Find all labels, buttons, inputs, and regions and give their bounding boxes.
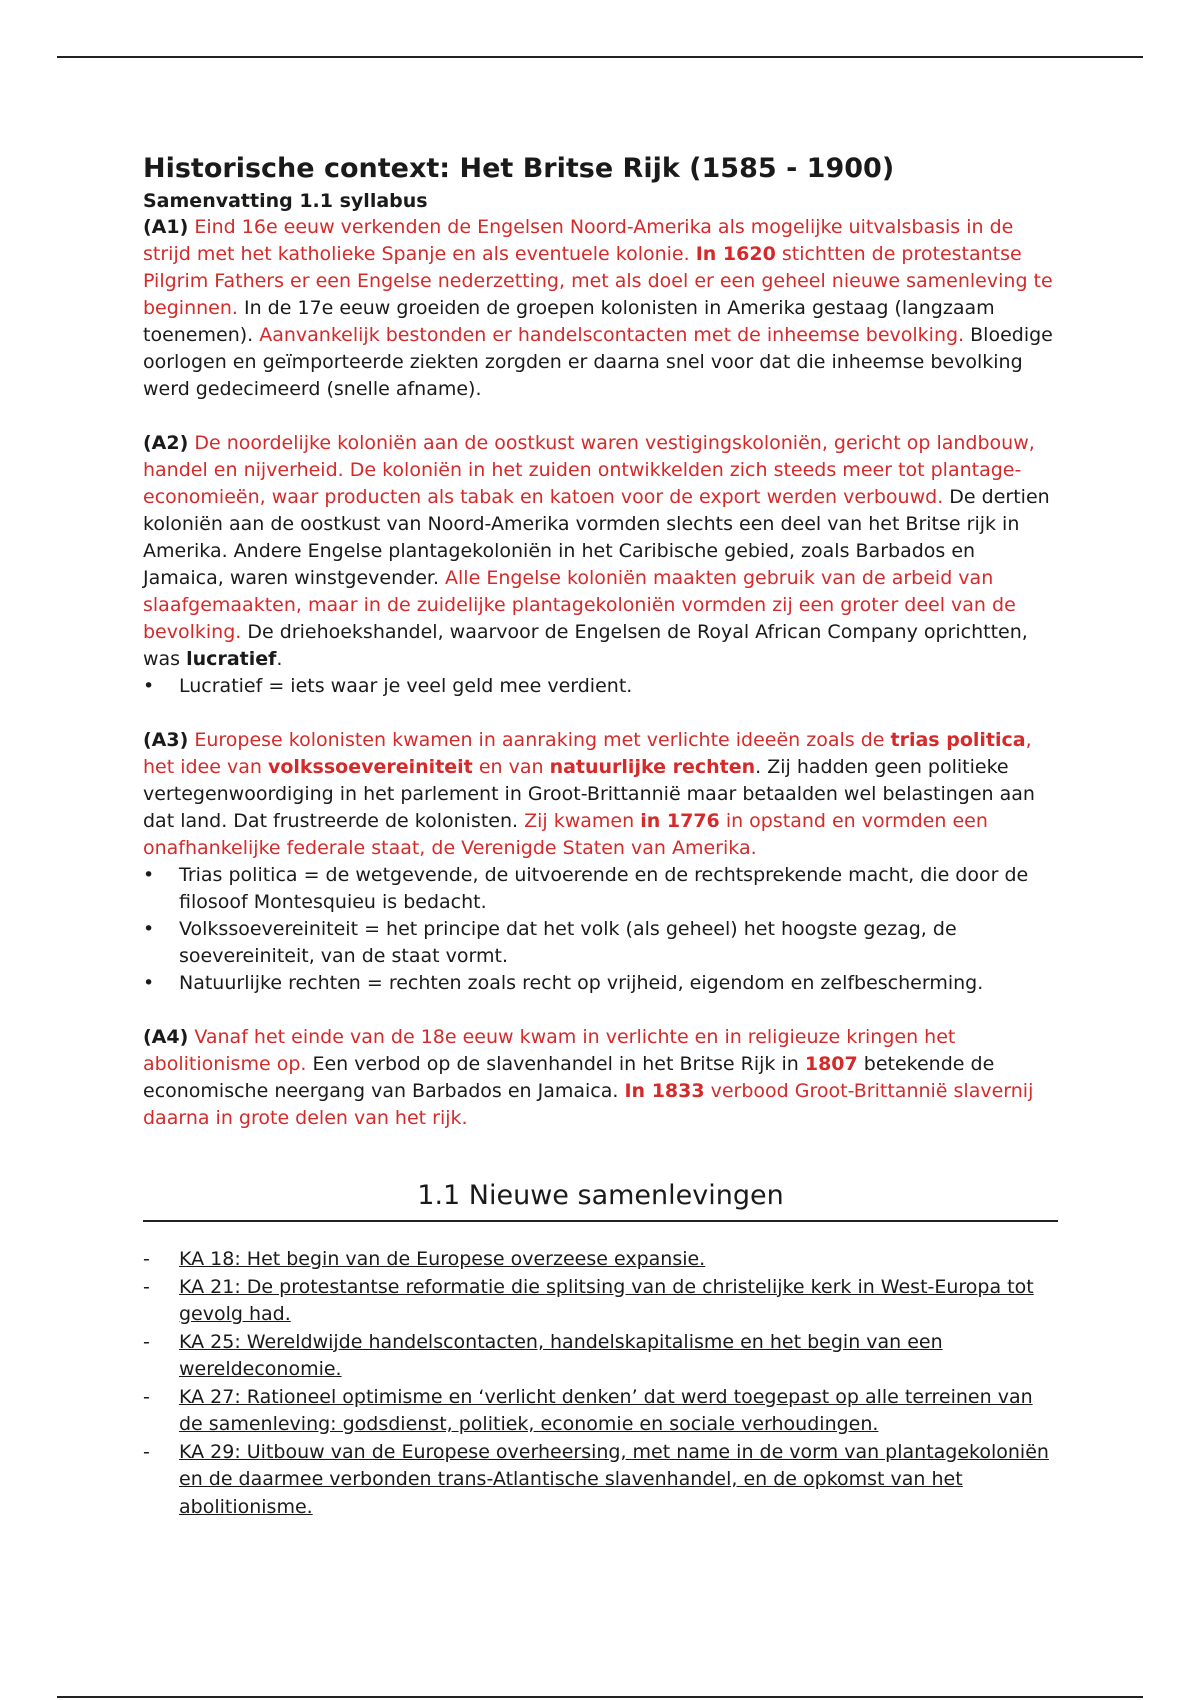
body-text: Een verbod op de slavenhandel in het Britse Rijk in <box>312 1053 799 1075</box>
body-text: betekende de economische neergang van Barbados en Jamaica. <box>143 1053 995 1102</box>
document-body <box>143 150 1058 1521</box>
red-text: Europese kolonisten kwamen in aanraking met verlichte ideeën zoals de <box>194 729 885 751</box>
red-text: Eind 16e eeuw verkenden de Engelsen Noord-Amerika als mogelijke uitvalsbasis in de strijd met het katholieke Spanje en als eventuele kolonie. <box>143 216 1014 265</box>
red-text: Alle Engelse koloniën maakten gebruik van de arbeid van slaafgemaakten, maar in de zuidelijke plantagekoloniën vormden zij een groter deel van de bevolking. <box>143 567 1016 643</box>
red-text: stichtten de protestantse Pilgrim Fathers er een Engelse nederzetting, met als doel er een geheel nieuwe samenleving te beginnen. <box>143 243 1053 319</box>
red-bold-text: In 1833 <box>624 1080 705 1102</box>
section-a2 <box>143 430 1058 673</box>
list-item: • Natuurlijke rechten = rechten zoals recht op vrijheid, eigendom en zelfbescherming. <box>143 970 1058 997</box>
ka-item <box>143 1384 1058 1439</box>
body-text: De dertien koloniën aan de oostkust van Noord-Amerika vormden slechts een deel van het Britse rijk in Amerika. Andere Engelse plantagekoloniën in het Caribische gebied, zoals Barbados en Jamaica, waren winstgevender. <box>143 486 1050 589</box>
ka-item-text: KA 21: De protestantse reformatie die splitsing van de christelijke kerk in West-Europa tot gevolg had. <box>179 1275 1034 1325</box>
section-heading: 1.1 Nieuwe samenlevingen <box>143 1176 1058 1222</box>
list-item: • Trias politica = de wetgevende, de uitvoerende en de rechtsprekende macht, die door de filosoof Montesquieu is bedacht. <box>143 862 1058 916</box>
ka-item-text: KA 18: Het begin van de Europese overzeese expansie. <box>179 1248 706 1270</box>
list-item: • Lucratief = iets waar je veel geld mee verdient. <box>143 673 1058 700</box>
page-title: Historische context: Het Britse Rijk (1585 - 1900) <box>143 153 895 184</box>
definition-list <box>143 862 1058 997</box>
red-bold-text: trias politica <box>890 729 1026 751</box>
red-text: De noordelijke koloniën aan de oostkust waren vestigingskoloniën, gericht op landbouw, handel en nijverheid. De koloniën in het zuiden ontwikkelden zich steeds meer tot plantage-economieën, waar producten als tabak en katoen voor de export werden verbouwd. <box>143 432 1035 508</box>
body-text: . Zij hadden geen politieke vertegenwoordiging in het parlement in Groot-Brittannië maar betaalden wel belastingen aan dat land. Dat frustreerde de kolonisten. <box>143 756 1035 832</box>
section-a3 <box>143 727 1058 862</box>
red-bold-text: natuurlijke rechten <box>549 756 756 778</box>
section-label: (A1) <box>143 216 189 238</box>
red-text: Zij kwamen <box>524 810 635 832</box>
ka-item-text: KA 25: Wereldwijde handelscontacten, handelskapitalisme en het begin van een wereldeconomie. <box>179 1330 943 1380</box>
body-text: In de 17e eeuw groeiden de groepen kolonisten in Amerika gestaag (langzaam toenemen). <box>143 297 995 346</box>
red-text: Vanaf het einde van de 18e eeuw kwam in verlichte en in religieuze kringen het abolitionisme op. <box>143 1026 956 1075</box>
body-text: De driehoekshandel, waarvoor de Engelsen de Royal African Company oprichtten, was <box>143 621 1028 670</box>
red-bold-text: In 1620 <box>695 243 776 265</box>
ka-item-text: KA 29: Uitbouw van de Europese overheersing, met name in de vorm van plantagekoloniën en de daarmee verbonden trans-Atlantische slavenhandel, en de opkomst van het abolitionisme. <box>179 1440 1049 1518</box>
red-bold-text: 1807 <box>804 1053 858 1075</box>
definition-list <box>143 673 1058 700</box>
section-a4 <box>143 1024 1058 1132</box>
red-text: in opstand en vormden een onafhankelijke federale staat, de Verenigde Staten van Amerika. <box>143 810 988 859</box>
bottom-rule <box>57 1696 1143 1698</box>
body-text: Bloedige oorlogen en geïmporteerde ziekten zorgden er daarna snel voor dat die inheemse bevolking werd gedecimeerd (snelle afname). <box>143 324 1053 400</box>
section-label: (A3) <box>143 729 189 751</box>
page-subtitle: Samenvatting 1.1 syllabus <box>143 190 428 212</box>
red-text: , het idee van <box>143 729 1032 778</box>
ka-item <box>143 1274 1058 1329</box>
red-text: verbood Groot-Brittannië slavernij daarna in grote delen van het rijk. <box>143 1080 1034 1129</box>
top-rule <box>57 56 1143 58</box>
red-text: en van <box>478 756 544 778</box>
ka-item-text: KA 27: Rationeel optimisme en ‘verlicht denken’ dat werd toegepast op alle terreinen van de samenleving: godsdienst, politiek, economie en sociale verhoudingen. <box>179 1385 1033 1435</box>
ka-item <box>143 1246 1058 1274</box>
red-text: Aanvankelijk bestonden er handelscontacten met de inheemse bevolking. <box>259 324 965 346</box>
list-item: • Volkssoevereiniteit = het principe dat het volk (als geheel) het hoogste gezag, de soevereiniteit, van de staat vormt. <box>143 916 1058 970</box>
section-label: (A4) <box>143 1026 189 1048</box>
ka-item <box>143 1439 1058 1522</box>
ka-item <box>143 1329 1058 1384</box>
body-text: . <box>276 648 283 670</box>
section-a1 <box>143 214 1058 403</box>
ka-list <box>143 1246 1058 1521</box>
red-bold-text: volkssoevereiniteit <box>267 756 473 778</box>
section-label: (A2) <box>143 432 189 454</box>
bold-term: lucratief <box>186 648 277 670</box>
red-bold-text: in 1776 <box>640 810 720 832</box>
